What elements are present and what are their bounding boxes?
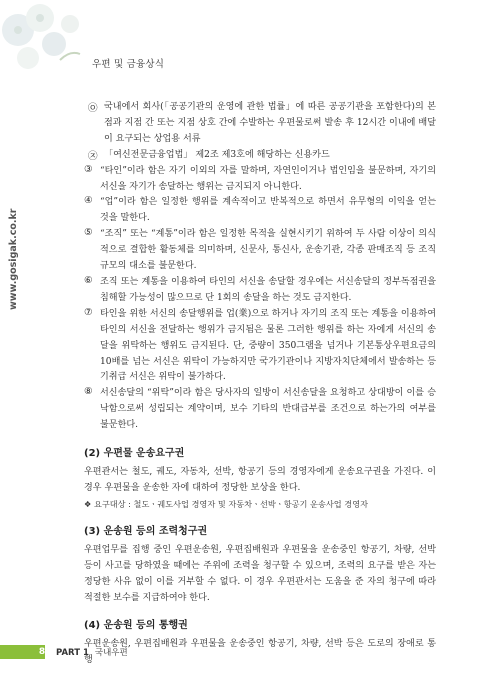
site-url-text: www.gosigak.co.kr: [8, 208, 19, 310]
item-number: ㉨: [88, 150, 98, 162]
footer-label: [56, 646, 128, 658]
section-note: ❖ 요구대상 : 철도ㆍ궤도사업 경영자 및 자동차ㆍ선박ㆍ항공기 운송사업 경영자: [84, 498, 369, 509]
section-heading: (4) 운송원 등의 통행권: [84, 620, 188, 632]
list-item: [84, 100, 436, 148]
item-text: 「여신전문금융업법」 제2조 제3호에 해당하는 신용카드: [104, 149, 330, 160]
flower-decoration: [0, 0, 120, 90]
item-text: “조직” 또는 “계통”이라 함은 일정한 목적을 실현시키기 위하여 두 사람 이상이 의식적으로 결합한 활동체를 의미하며, 신문사, 통신사, 운송기관, 각종 판매조직 등 조직규모의 대소를 불문한다.: [100, 229, 436, 272]
item-number: ③: [84, 163, 93, 175]
item-text: “타인”이라 함은 자기 이외의 자를 말하며, 자연인이거나 법인임을 불문하며, 자기의 서신을 자기가 송달하는 행위는 금지되지 아니한다.: [100, 165, 436, 192]
section-heading: (2) 우편물 운송요구권: [84, 448, 185, 460]
item-text: “업”이라 함은 일정한 행위를 계속적이고 반복적으로 하면서 유무형의 이익을 얻는 것을 말한다.: [100, 197, 436, 224]
section: [84, 616, 436, 669]
section-body: 우편관서는 철도, 궤도, 자동차, 선박, 항공기 등의 경영자에게 운송요구권을 가진다. 이 경우 우편물을 운송한 자에 대하여 정당한 보상을 한다.: [84, 467, 436, 493]
item-text: 타인을 위한 서신의 송달행위를 업(業)으로 하거나 자기의 조직 또는 계통을 이용하여 타인의 서신을 전달하는 행위가 금지됨은 물론 그러한 행위를 하는 자에게 서신의 송달을 위탁하는 행위도 금지된다. 단, 중량이 350그램을 넘거나 기본통상우편요금의 10배를 넘는 서신은 위탁이 가능하지만 국가기관이나 지방자치단체에서 발송하는 등기취급 서신은 위탁이 불가하다.: [100, 308, 436, 383]
footer-part: PART 1: [56, 648, 89, 658]
list-item: [84, 164, 436, 196]
section-heading: (3) 운송원 등의 조력청구권: [84, 525, 208, 537]
header-title: 우편 및 금융상식: [92, 59, 165, 70]
item-number: ⑤: [84, 227, 93, 239]
site-url: [8, 180, 22, 310]
list-item: [84, 195, 436, 227]
list-item: [84, 307, 436, 387]
list-item: [84, 275, 436, 307]
item-text: 조직 또는 계통을 이용하여 타인의 서신을 송달할 경우에는 서신송달의 정부독점권을 침해할 가능성이 많으므로 단 1회의 송달을 하는 것도 금지한다.: [100, 276, 436, 303]
item-number: ⑦: [84, 306, 93, 318]
item-text: 국내에서 회사(「공공기관의 운영에 관한 법률」에 따른 공공기관을 포함한다)의 본점과 지점 간 또는 지점 상호 간에 수발하는 우편물로써 발송 후 12시간 이내에 배달이 요구되는 상업용 서류: [104, 102, 436, 144]
section: [84, 522, 436, 607]
item-number: ⑥: [84, 274, 93, 286]
footer-title: 국내우편: [94, 648, 128, 658]
list-item: [84, 148, 436, 164]
list-item: [84, 386, 436, 434]
section-body: 우편운송원, 우편집배원과 우편물을 운송중인 항공기, 차량, 선박 등은 도로의 장애로 통행: [84, 639, 436, 666]
section: [84, 444, 436, 512]
item-number: ⑧: [84, 386, 93, 398]
section-body: 우편업무를 집행 중인 우편운송원, 우편집배원과 우편물을 운송중인 항공기, 차량, 선박 등이 사고를 당하였을 때에는 주위에 조력을 청구할 수 있으며, 조력의 요구를 받은 자는 정당한 사유 없이 이를 거부할 수 없다. 이 경우 우편관서는 도움을 준 자의 청구에 따라 적절한 보수를 지급하여야 한다.: [84, 544, 436, 603]
document-body: [84, 100, 436, 669]
item-number: ④: [84, 195, 93, 207]
item-number: ㉧: [88, 103, 98, 114]
page-number: 8: [38, 647, 46, 657]
item-text: 서신송달의 “위탁”이라 함은 당사자의 일방이 서신송달을 요청하고 상대방이 이를 승낙함으로써 성립되는 계약이며, 보수 기타의 반대급부를 조건으로 하는가의 여부를 불문한다.: [100, 388, 436, 431]
list-item: [84, 227, 436, 275]
